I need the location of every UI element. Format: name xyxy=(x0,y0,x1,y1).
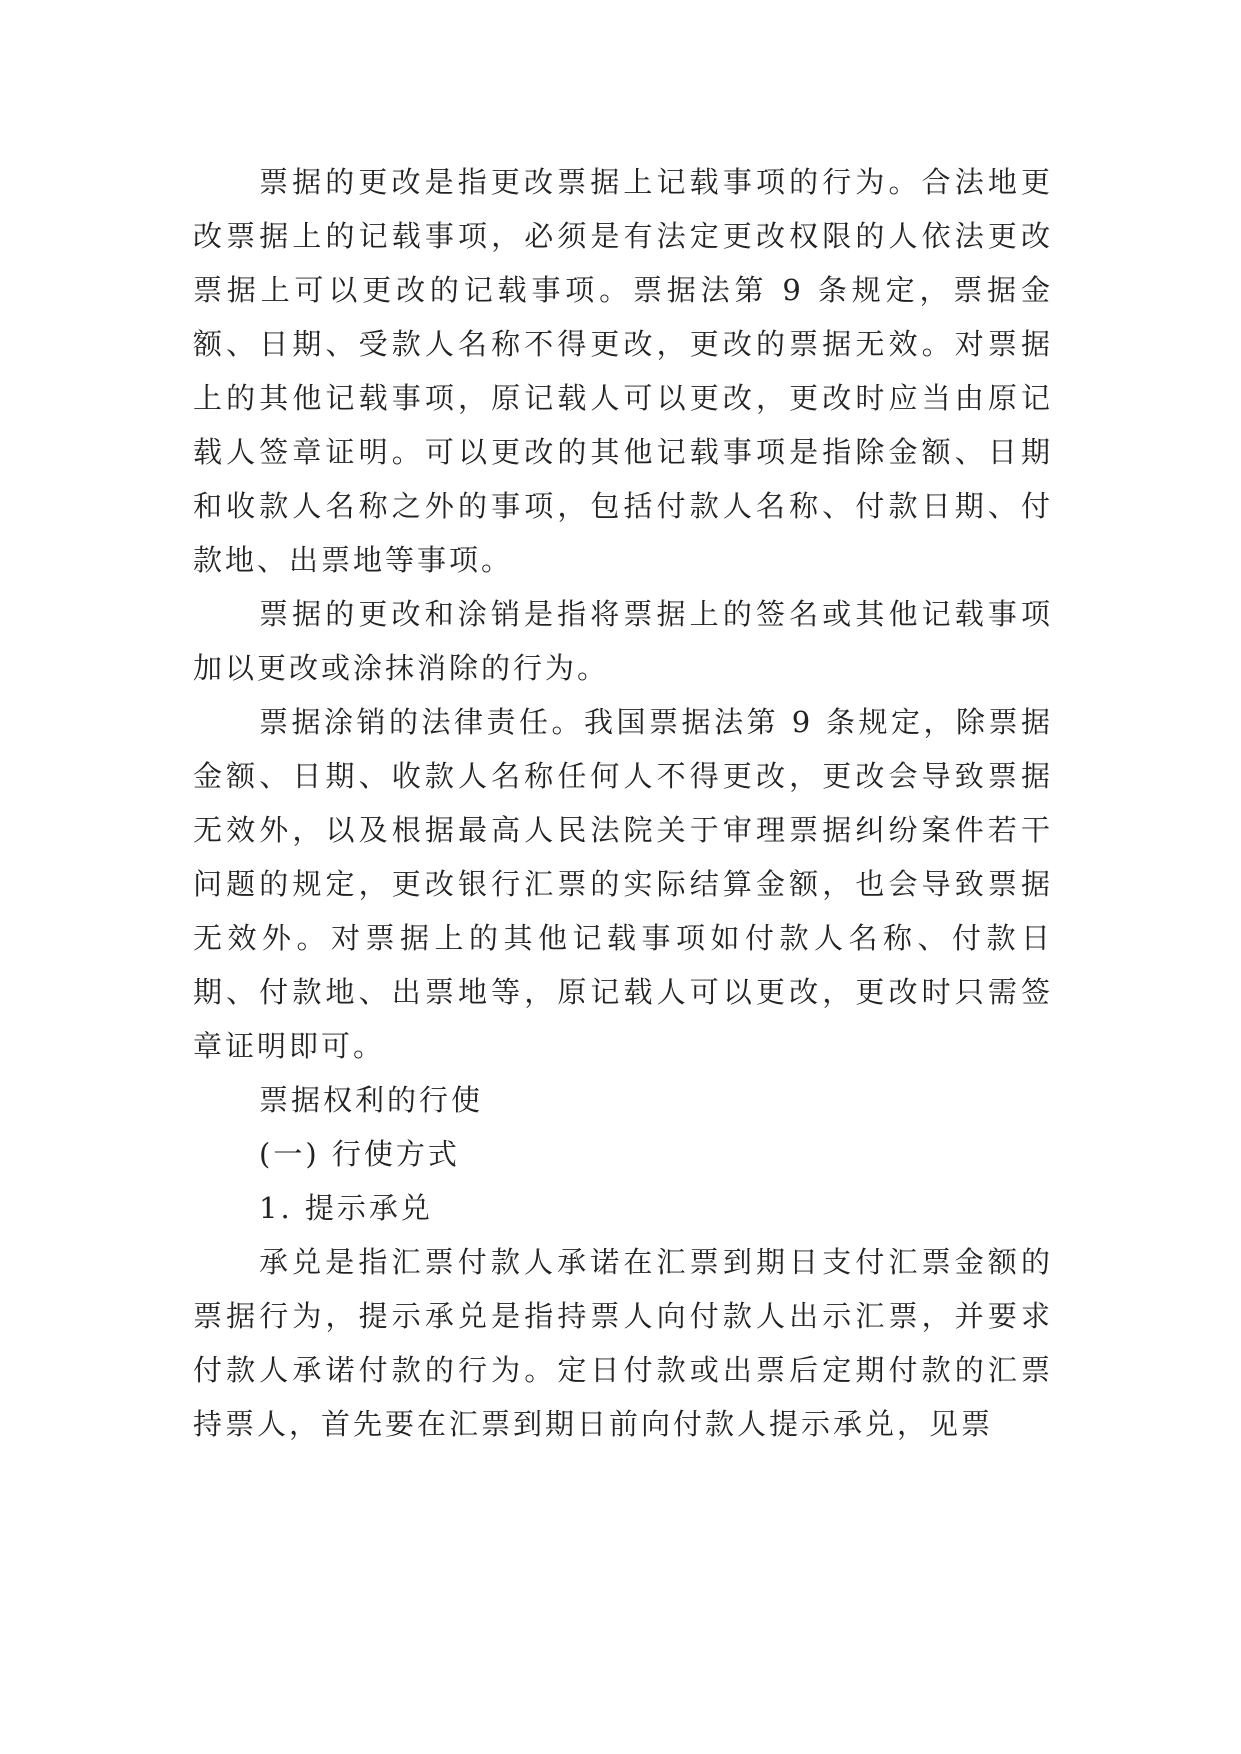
document-body xyxy=(193,155,1053,1451)
paragraph-acceptance: 承兑是指汇票付款人承诺在汇票到期日支付汇票金额的票据行为，提示承兑是指持票人向付款人出示汇票，并要求付款人承诺付款的行为。定日付款或出票后定期付款的汇票持票人，首先要在汇票到期日前向付款人提示承兑，见票 xyxy=(193,1245,1053,1441)
paragraph-alteration-and-cancellation: 票据的更改和涂销是指将票据上的签名或其他记载事项加以更改或涂抹消除的行为。 xyxy=(193,597,1053,685)
paragraph-cancellation-liability: 票据涂销的法律责任。我国票据法第 9 条规定，除票据金额、日期、收款人名称任何人不得更改，更改会导致票据无效外，以及根据最高人民法院关于审理票据纠纷案件若干问题的规定，更改银行汇票的实际结算金额，也会导致票据无效外。对票据上的其他记载事项如付款人名称、付款日期、付款地、出票地等，原记载人可以更改，更改时只需签章证明即可。 xyxy=(193,705,1053,1063)
subsection-heading-methods: (一) 行使方式 xyxy=(259,1137,460,1171)
section-heading-rights-exercise: 票据权利的行使 xyxy=(259,1083,484,1117)
paragraph-bill-alteration: 票据的更改是指更改票据上记载事项的行为。合法地更改票据上的记载事项，必须是有法定更改权限的人依法更改票据上可以更改的记载事项。票据法第 9 条规定，票据金额、日期、受款人名称不得更改，更改的票据无效。对票据上的其他记载事项，原记载人可以更改，更改时应当由原记载人签章证明。可以更改的其他记载事项是指除金额、日期和收款人名称之外的事项，包括付款人名称、付款日期、付款地、出票地等事项。 xyxy=(193,165,1053,577)
item-heading-presentment: 1. 提示承兑 xyxy=(259,1191,433,1225)
